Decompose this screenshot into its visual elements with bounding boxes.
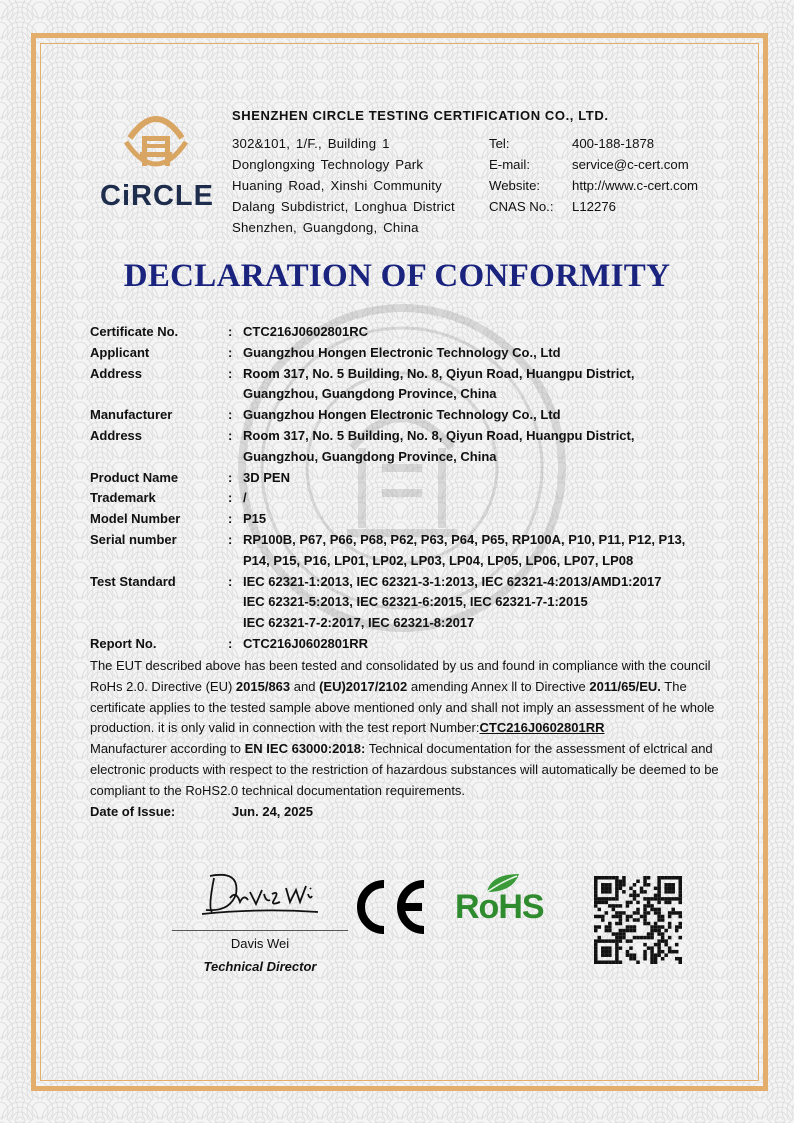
field-value xyxy=(243,509,730,530)
field-separator: : xyxy=(228,427,233,443)
text: The certificate applies to the tested sample above mentioned only and shall not imply an assessment of he whole production. it is only valid in connection with the test report Number: xyxy=(90,678,715,736)
field-value xyxy=(243,468,730,489)
text: Manufacturer according to xyxy=(90,741,245,757)
compliance-paragraph xyxy=(90,656,720,739)
contact-value: L12276 xyxy=(572,199,617,214)
date-of-issue xyxy=(90,802,720,823)
field-row xyxy=(90,405,730,426)
field-label: Manufacturer xyxy=(90,407,173,423)
field-row xyxy=(90,488,730,509)
date-label: Date of Issue: xyxy=(90,803,176,819)
field-row xyxy=(90,530,730,572)
field-separator: : xyxy=(228,511,233,527)
address-line: Donglongxing Technology Park xyxy=(232,157,424,172)
field-label: Model Number xyxy=(90,511,181,527)
field-value-line: CTC216J0602801RC xyxy=(243,324,369,339)
rohs-text: RoHS xyxy=(455,888,544,926)
field-value xyxy=(243,634,730,655)
field-separator: : xyxy=(228,407,233,423)
text: Technical documentation for the assessment of elctrical and electronic products with respect to the restriction of hazardous substances will automatically be deemed to be compliant to the RoHS2.0 technical documentation requirements. xyxy=(90,741,719,798)
contact-value: 400-188-1878 xyxy=(572,136,655,151)
field-separator: : xyxy=(228,635,233,651)
field-value-line: IEC 62321-1:2013, IEC 62321-3-1:2013, IEC 62321-4:2013/AMD1:2017 xyxy=(243,573,662,589)
contact-label: E-mail: xyxy=(489,157,531,172)
field-value xyxy=(243,488,730,509)
text: amending Annex ll to Directive xyxy=(407,678,590,694)
field-row xyxy=(90,634,730,655)
field-value-line: CTC216J0602801RR xyxy=(243,635,369,651)
document-title: DECLARATION OF CONFORMITY xyxy=(123,258,671,294)
field-value-line: Guangzhou Hongen Electronic Technology Co., Ltd xyxy=(243,407,561,423)
circle-logo-icon xyxy=(120,106,192,178)
field-value-line: / xyxy=(243,490,247,506)
field-value xyxy=(243,364,730,406)
qr-code-icon xyxy=(594,876,682,964)
contact-label: CNAS No.: xyxy=(489,199,554,214)
field-value-line: 3D PEN xyxy=(243,469,290,485)
address-line: Huaning Road, Xinshi Community xyxy=(232,178,442,193)
field-value-line: P15 xyxy=(243,511,267,527)
field-row xyxy=(90,343,730,364)
contact-value: http://www.c-cert.com xyxy=(572,178,699,193)
field-label: Certificate No. xyxy=(90,324,179,339)
contact-label: Tel: xyxy=(489,136,510,151)
field-value-line: Guangzhou, Guangdong Province, China xyxy=(243,386,497,402)
field-row xyxy=(90,364,730,406)
certificate-fields xyxy=(90,322,730,655)
field-separator: : xyxy=(228,573,233,589)
company-name: SHENZHEN CIRCLE TESTING CERTIFICATION CO., LTD. xyxy=(232,108,609,123)
field-value xyxy=(243,343,730,364)
field-value-line: IEC 62321-5:2013, IEC 62321-6:2015, IEC 62321-7-1:2015 xyxy=(243,594,588,610)
date-value: Jun. 24, 2025 xyxy=(232,803,313,819)
ce-mark-icon xyxy=(350,878,430,936)
field-separator: : xyxy=(228,490,233,506)
logo-text: CiRCLE xyxy=(100,180,214,212)
signature-image xyxy=(200,868,320,920)
field-separator: : xyxy=(228,344,233,360)
field-label: Trademark xyxy=(90,490,156,506)
directive-number: 2015/863 xyxy=(235,678,291,694)
directive-number: (EU)2017/2102 xyxy=(319,678,408,694)
contact-value: service@c-cert.com xyxy=(572,157,689,172)
company-contact xyxy=(489,133,698,217)
field-separator: : xyxy=(228,469,233,485)
field-separator: : xyxy=(228,365,233,381)
field-row xyxy=(90,426,730,468)
field-value-line: P14, P15, P16, LP01, LP02, LP03, LP04, LP05, LP06, LP07, LP08 xyxy=(243,552,634,568)
field-value-line: Guangzhou, Guangdong Province, China xyxy=(243,448,497,464)
field-label: Report No. xyxy=(90,635,157,651)
signatory-name: Davis Wei xyxy=(230,936,290,951)
field-value-line: Room 317, No. 5 Building, No. 8, Qiyun Road, Huangpu District, xyxy=(243,427,635,443)
field-row xyxy=(90,322,730,343)
signature-line xyxy=(172,930,348,931)
field-value xyxy=(243,405,730,426)
declaration-body xyxy=(90,656,720,822)
company-address xyxy=(232,133,455,238)
text: The EUT described above has been tested and consolidated by us and found in compliance with the council RoHs 2.0. Directive (EU) xyxy=(90,658,711,694)
address-line: Dalang Subdistrict, Longhua District xyxy=(232,199,455,214)
field-value-line: IEC 62321-7-2:2017, IEC 62321-8:2017 xyxy=(243,615,475,631)
rohs-mark xyxy=(455,872,555,932)
company-logo xyxy=(100,106,218,213)
contact-label: Website: xyxy=(489,178,541,193)
address-line: Shenzhen, Guangdong, China xyxy=(232,220,419,235)
field-row xyxy=(90,468,730,489)
directive-number: 2011/65/EU. xyxy=(589,678,661,694)
field-value xyxy=(243,530,730,572)
technical-documentation-paragraph xyxy=(90,739,720,801)
field-label: Address xyxy=(90,427,143,443)
contact-tel xyxy=(489,133,698,154)
field-value xyxy=(243,322,730,343)
field-label: Product Name xyxy=(90,469,179,485)
contact-cnas xyxy=(489,196,698,217)
field-label: Address xyxy=(90,365,143,381)
field-label: Serial number xyxy=(90,531,177,547)
report-number-link: CTC216J0602801RR xyxy=(479,720,605,736)
field-value xyxy=(243,426,730,468)
contact-website xyxy=(489,175,698,196)
address-line: 302&101, 1/F., Building 1 xyxy=(232,136,390,151)
text: and xyxy=(290,678,320,694)
field-label: Test Standard xyxy=(90,573,176,589)
field-separator: : xyxy=(228,324,233,339)
contact-email xyxy=(489,154,698,175)
field-value-line: Room 317, No. 5 Building, No. 8, Qiyun Road, Huangpu District, xyxy=(243,365,635,381)
field-value xyxy=(243,572,730,634)
field-label: Applicant xyxy=(90,344,150,360)
signatory-title: Technical Director xyxy=(203,959,317,974)
field-separator: : xyxy=(228,531,233,547)
field-row xyxy=(90,572,730,634)
field-value-line: Guangzhou Hongen Electronic Technology Co., Ltd xyxy=(243,344,561,360)
field-value-line: RP100B, P67, P66, P68, P62, P63, P64, P65, RP100A, P10, P11, P12, P13, xyxy=(243,531,686,547)
field-row xyxy=(90,509,730,530)
standard-number: EN IEC 63000:2018: xyxy=(244,741,366,757)
